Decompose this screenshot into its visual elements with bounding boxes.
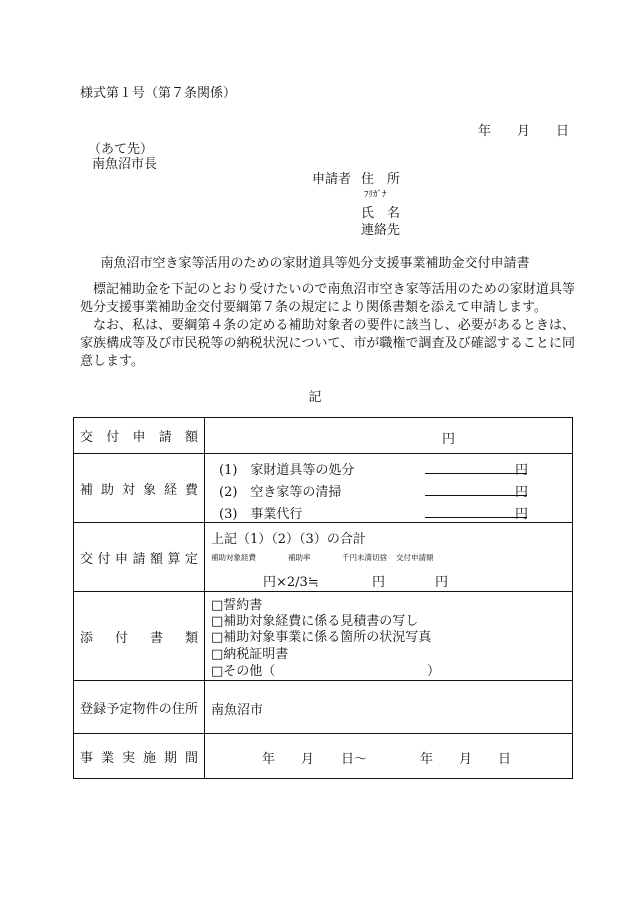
body-paragraph-2: なお、私は、要綱第４条の定める補助対象者の要件に該当し、必要があるときは、家族構成等及び市民税等の納税状況について、市が職権で調査及び確認することに同意します。	[80, 318, 575, 369]
period-end-year: 年	[420, 752, 434, 767]
calc-heading-rounding: 千円未満切捨	[342, 553, 387, 562]
cost-item-agency: (3) 事業代行	[219, 507, 303, 522]
contact-label: 連絡先	[361, 223, 401, 238]
application-amount-yen: 円	[442, 432, 456, 447]
calc-rounded-yen: 円	[372, 575, 386, 590]
calc-rate-expression: 円×2/3≒	[263, 575, 319, 590]
cost-cleaning-field[interactable]	[425, 481, 527, 496]
cost-agency-field[interactable]	[425, 503, 527, 518]
label-eligible-costs: 補助対象経費	[80, 482, 198, 498]
label-property-address: 登録予定物件の住所	[80, 701, 198, 717]
row-eligible-costs	[74, 454, 573, 523]
row-project-period	[74, 734, 573, 779]
form-number: 様式第１号（第７条関係）	[80, 86, 237, 101]
label-project-period: 事業実施期間	[80, 750, 198, 766]
addressee: 南魚沼市長	[92, 157, 158, 172]
attachment-estimate-checkbox[interactable]: □補助対象経費に係る見積書の写し	[211, 614, 419, 629]
period-start-day: 日～	[341, 752, 368, 767]
applicant-role: 申請者	[312, 172, 352, 187]
date-year: 年	[478, 124, 492, 139]
cost-item-disposal: (1) 家財道具等の処分	[219, 463, 355, 478]
address-label: 住 所	[361, 172, 401, 187]
body-text	[80, 281, 575, 371]
calc-heading-subsidy-rate: 補助率	[288, 553, 311, 562]
row-property-address	[74, 681, 573, 734]
row-amount-calculation	[74, 523, 573, 592]
document-title: 南魚沼市空き家等活用のための家財道具等処分支援事業補助金交付申請書	[100, 256, 530, 271]
application-table	[73, 417, 573, 779]
label-application-amount: 交付申請額	[80, 430, 198, 445]
date-day: 日	[556, 124, 570, 139]
row-attachments	[74, 592, 573, 681]
cost-item-cleaning: (2) 空き家等の清掃	[219, 485, 342, 500]
calc-application-yen: 円	[435, 575, 449, 590]
cost-cleaning-yen: 円	[515, 485, 529, 500]
attachment-photos-checkbox[interactable]: □補助対象事業に係る箇所の状況写真	[211, 630, 432, 645]
body-paragraph-1: 標記補助金を下記のとおり受けたいので南魚沼市空き家等活用のための家財道具等処分支援事業補助金交付要綱第７条の規定により関係書類を添えて申請します。	[80, 282, 575, 315]
cost-disposal-yen: 円	[515, 463, 529, 478]
label-amount-calculation: 交付申請額算定	[80, 551, 198, 567]
property-address-value[interactable]: 南魚沼市	[211, 703, 264, 718]
addressee-prefix: （あて先）	[88, 142, 154, 157]
calc-heading-eligible-cost: 補助対象経費	[211, 553, 256, 562]
attachment-pledge-checkbox[interactable]: □誓約書	[211, 598, 263, 613]
period-end-day: 日	[498, 752, 512, 767]
calc-sum-line: 上記（1）（2）（3）の合計	[211, 532, 366, 547]
attachment-other-close: ）	[427, 664, 441, 679]
period-end-month: 月	[459, 752, 473, 767]
ki-marker: 記	[308, 390, 322, 405]
label-attachments: 添付書類	[80, 630, 198, 646]
attachment-tax-certificate-checkbox[interactable]: □納税証明書	[211, 647, 289, 662]
calc-heading-application-amount: 交付申請額	[396, 553, 434, 562]
cost-agency-yen: 円	[515, 507, 529, 522]
row-application-amount	[74, 418, 573, 454]
period-start-year: 年	[262, 752, 276, 767]
furigana-label: ﾌﾘｶﾞﾅ	[364, 190, 387, 200]
cost-disposal-field[interactable]	[425, 459, 527, 474]
date-month: 月	[517, 124, 531, 139]
period-start-month: 月	[301, 752, 315, 767]
name-label: 氏 名	[361, 206, 401, 221]
attachment-other-checkbox[interactable]: □その他（	[211, 664, 276, 679]
